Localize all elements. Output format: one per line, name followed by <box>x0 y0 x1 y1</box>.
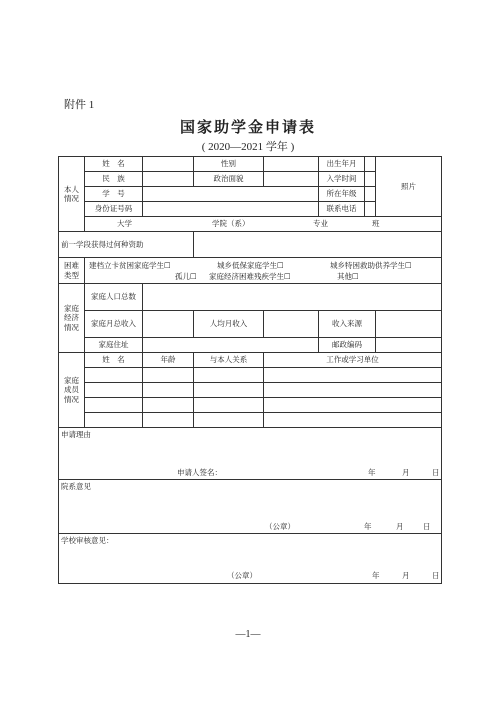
label-prev-aid: 前一学段获得过何种资助 <box>59 232 194 258</box>
header-member-age: 年龄 <box>143 353 194 368</box>
family-row <box>59 398 442 413</box>
field-phone[interactable] <box>365 202 376 217</box>
member-relation-cell[interactable] <box>194 383 264 398</box>
label-college: 学院（系） <box>212 219 250 228</box>
label-school-month: 月 <box>402 571 410 580</box>
label-members: 家庭人口总数 <box>85 284 143 311</box>
header-member-relation: 与本人关系 <box>194 353 264 368</box>
field-postcode[interactable] <box>376 338 442 353</box>
label-grade: 所在年级 <box>319 187 365 202</box>
member-name-cell[interactable] <box>85 398 143 413</box>
family-row <box>59 383 442 398</box>
form-title: 国家助学金申请表 <box>179 118 316 136</box>
label-monthly-income: 家庭月总收入 <box>85 311 143 338</box>
label-reason: 申请理由 <box>61 430 91 439</box>
label-major: 专业 <box>313 219 328 228</box>
member-relation-cell[interactable] <box>194 398 264 413</box>
label-name: 姓 名 <box>85 157 143 172</box>
label-reason-day: 日 <box>432 468 440 477</box>
label-university: 大学 <box>117 219 132 228</box>
family-row <box>59 413 442 428</box>
label-school-seal: （公章） <box>227 571 257 580</box>
label-gender: 性别 <box>194 157 264 172</box>
reason-box[interactable] <box>59 428 442 480</box>
label-school-day: 日 <box>432 571 440 580</box>
member-work-cell[interactable] <box>264 368 442 383</box>
label-income-source: 收入来源 <box>319 311 376 338</box>
label-id-number: 身份证号码 <box>85 202 143 217</box>
label-school-review: 学校审核意见： <box>61 536 114 545</box>
field-per-capita[interactable] <box>264 311 319 338</box>
label-dept-year: 年 <box>364 522 372 531</box>
label-dept-day: 日 <box>423 522 431 531</box>
label-birth: 出生年月 <box>319 157 365 172</box>
field-birth[interactable] <box>365 157 376 172</box>
label-per-capita: 人均月收入 <box>194 311 264 338</box>
section-economy: 家庭经济情况 <box>59 284 85 353</box>
field-enroll[interactable] <box>365 172 376 187</box>
member-age-cell[interactable] <box>143 398 194 413</box>
photo-box: 照片 <box>376 157 442 217</box>
field-ethnicity[interactable] <box>143 172 194 187</box>
label-dept-seal: （公章） <box>265 522 295 531</box>
label-reason-year: 年 <box>368 468 376 477</box>
member-name-cell[interactable] <box>85 368 143 383</box>
section-family: 家庭成员情况 <box>59 353 85 428</box>
label-address: 家庭住址 <box>85 338 143 353</box>
field-monthly-income[interactable] <box>143 311 194 338</box>
field-address[interactable] <box>143 338 319 353</box>
member-name-cell[interactable] <box>85 383 143 398</box>
option-orphan[interactable]: 孤儿☐ <box>175 271 197 281</box>
header-member-name: 姓 名 <box>85 353 143 368</box>
member-work-cell[interactable] <box>264 413 442 428</box>
family-row <box>59 368 442 383</box>
label-ethnicity: 民 族 <box>85 172 143 187</box>
member-work-cell[interactable] <box>264 398 442 413</box>
attachment-label: 附件 1 <box>64 99 95 111</box>
school-line <box>85 217 442 232</box>
label-student-id: 学 号 <box>85 187 143 202</box>
option-registered-poor[interactable]: 建档立卡贫困家庭学生☐ <box>89 260 171 270</box>
field-income-source[interactable] <box>376 311 442 338</box>
member-relation-cell[interactable] <box>194 413 264 428</box>
school-review-box[interactable] <box>59 534 442 584</box>
member-work-cell[interactable] <box>264 383 442 398</box>
member-age-cell[interactable] <box>143 368 194 383</box>
label-phone: 联系电话 <box>319 202 365 217</box>
section-hardship: 困难类型 <box>59 258 85 284</box>
label-politics: 政治面貌 <box>194 172 264 187</box>
field-members[interactable] <box>143 284 442 311</box>
label-reason-month: 月 <box>402 468 410 477</box>
label-class: 班 <box>372 219 380 228</box>
option-other[interactable]: 其他☐ <box>337 271 359 281</box>
label-dept-opinion: 院系意见 <box>61 482 91 491</box>
dept-opinion-box[interactable] <box>59 480 442 534</box>
option-special-hardship[interactable]: 城乡特困救助供养学生☐ <box>330 260 412 270</box>
field-prev-aid[interactable] <box>194 232 442 258</box>
field-grade[interactable] <box>365 187 376 202</box>
header-member-work: 工作或学习单位 <box>264 353 442 368</box>
label-postcode: 邮政编码 <box>319 338 376 353</box>
field-politics[interactable] <box>264 172 319 187</box>
label-enroll: 入学时间 <box>319 172 365 187</box>
application-form <box>58 156 442 584</box>
label-dept-month: 月 <box>396 522 404 531</box>
hardship-options <box>85 258 442 284</box>
member-relation-cell[interactable] <box>194 368 264 383</box>
option-low-income[interactable]: 城乡低保家庭学生☐ <box>217 260 284 270</box>
member-name-cell[interactable] <box>85 413 143 428</box>
field-name[interactable] <box>143 157 194 172</box>
field-id-number[interactable] <box>143 202 319 217</box>
field-gender[interactable] <box>264 157 319 172</box>
member-age-cell[interactable] <box>143 383 194 398</box>
page-number: —1— <box>235 629 261 640</box>
label-school-year: 年 <box>372 571 380 580</box>
member-age-cell[interactable] <box>143 413 194 428</box>
option-disabled[interactable]: 家庭经济困难残疾学生☐ <box>209 271 291 281</box>
section-personal: 本人情况 <box>59 157 85 232</box>
academic-year: ( 2020—2021 学年 ) <box>201 141 295 153</box>
field-student-id[interactable] <box>143 187 319 202</box>
label-applicant-signature: 申请人签名： <box>177 468 222 477</box>
